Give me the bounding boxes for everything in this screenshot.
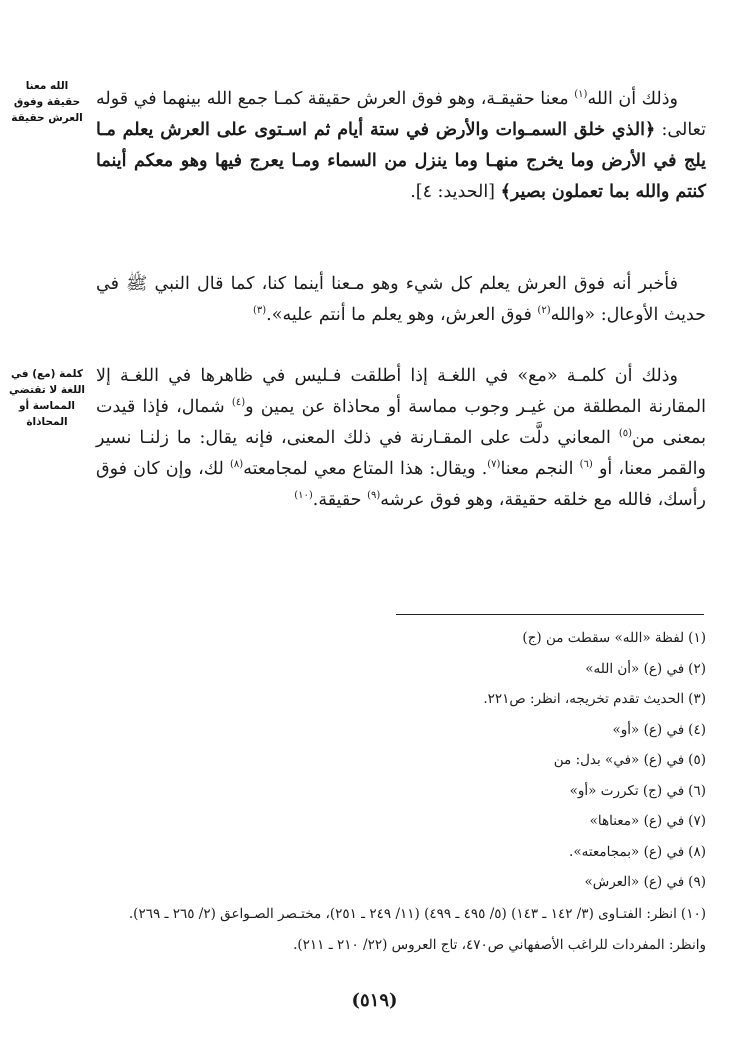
footnote-ref-9[interactable]: (٩) (367, 490, 381, 502)
paragraph-3 (96, 361, 706, 516)
footnote-number: (٧) (688, 813, 706, 829)
footnote-text: في (ج) تكررت «أو» (569, 782, 685, 799)
footnote-item (110, 837, 706, 868)
footnote-continuation (110, 926, 706, 961)
footnote-ref-3[interactable]: (٣) (252, 305, 267, 317)
footnote-text: في (ع) «بمجامعته». (569, 843, 685, 860)
p2-text-2: فوق العرش، وهو يعلم ما أنتم عليه». (266, 305, 532, 325)
p3-text-4: النجم معنا (500, 459, 574, 479)
footnote-item (110, 623, 706, 654)
margin-note-word-maa: كلمة (مع) في اللغة لا تقتضي المماسة أو المحاذاة (8, 368, 85, 428)
footnote-item (110, 684, 706, 715)
footnote-ref-4[interactable]: (٤) (231, 397, 246, 409)
footnote-ref-6[interactable]: (٦) (579, 459, 593, 471)
footnote-text: في (ع) «معناها» (589, 813, 685, 829)
footnote-item (110, 898, 706, 926)
footnote-text: في (ع) «العرش» (584, 874, 685, 890)
quran-verse: ﴿الذي خلق السمـوات والأرض في ستة أيام ثم اسـتوى على العرش يعلم مـا يلج في الأرض وما يخرج منهـا وما ينزل من السماء ومـا يعرج فيها وهو معكم أينما كنتم والله بما تعملون بصير﴾ (96, 120, 706, 202)
footnote-ref-5[interactable]: (٥) (618, 428, 633, 440)
p3-text-1: وذلك أن كلمـة «مع» في اللغـة إذا أطلقت فـليس في ظاهرها في اللغـة إلا المقارنة المطلقة من غيـر وجوب مماسة أو محاذاة عن يمين و (96, 366, 706, 417)
footnote-number: (١) (688, 630, 706, 646)
quran-reference: [الحديد: ٤]. (410, 182, 496, 202)
p2-text-1: فأخبر أنه فوق العرش يعلم كل شيء وهو مـعنا أينما كنا، كما قال النبي ﷺ في حديث الأوعال: «والله (96, 274, 706, 325)
footnote-text: في (ع) «في» بدل: من (553, 752, 685, 768)
footnote-ref-1[interactable]: (١) (574, 89, 588, 101)
footnote-divider (396, 614, 704, 615)
footnote-number: (٤) (688, 721, 706, 738)
paragraph-2 (96, 269, 706, 331)
margin-note-god-with-us: الله معنا حقيقة وفوق العرش حقيقة (11, 80, 83, 124)
footnote-text: انظر: الفتـاوى (٣/ ١٤٢ ـ ١٤٣) (٥/ ٤٩٥ ـ ٤٩٩) (١١/ ٢٤٩ ـ ٢٥١)، مختـصر الصـواعق (٢/ ٢٦٥ ـ ٢٦٩). (128, 905, 677, 922)
footnote-text: في (ع) «أن الله» (585, 660, 685, 677)
paragraph-1 (96, 84, 706, 208)
footnote-number: (١٠) (680, 905, 706, 922)
footnote-ref-10[interactable]: (١٠) (294, 490, 313, 502)
p1-text-2: معنا حقيقـة، وهو فوق العرش حقيقة كمـا جمع الله بينهما في قوله تعالى: (96, 89, 706, 140)
footnote-item (110, 806, 706, 837)
p3-text-7: حقيقة. (312, 490, 362, 510)
footnote-ref-7[interactable]: (٧) (487, 459, 501, 471)
footnote-item (110, 745, 706, 776)
footnote-number: (٣) (688, 691, 706, 707)
footnote-item (110, 776, 706, 807)
footnotes (110, 623, 706, 960)
page-number: (٥١٩) (351, 990, 398, 1011)
footnote-item (110, 654, 706, 685)
p3-text-5: . ويقال: هذا المتاع معي لمجامعته (243, 459, 488, 479)
p1-text-1: وذلك أن الله (587, 89, 678, 109)
footnote-item (110, 715, 706, 746)
footnote-number: (٦) (688, 782, 706, 799)
footnote-item (110, 867, 706, 898)
footnote-ref-2[interactable]: (٢) (537, 305, 551, 317)
footnote-text: الحديث تقدم تخريجه، انظر: ص٢٢١. (483, 691, 685, 707)
p3-text-6: لك، وإن كان فوق رأسك، فالله مع خلقه حقيقة، وهو فوق عرشه (96, 459, 706, 510)
footnote-text: في (ع) «أو» (612, 721, 685, 738)
footnote-text: وانظر: المفردات للراغب الأصفهاني ص٤٧٠، تاج العروس (٢٢/ ٢١٠ ـ ٢١١). (293, 936, 706, 953)
p3-text-3: المعاني دلَّت على المقـارنة في ذلك المعنى، فإنه يقال: ما زلنـا نسير والقمر معنا، أو (96, 428, 706, 479)
footnote-ref-8[interactable]: (٨) (230, 459, 244, 471)
footnote-number: (٨) (688, 843, 706, 860)
footnote-number: (٢) (688, 660, 706, 677)
footnote-text: لفظة «الله» سقطت من (ج) (522, 630, 685, 646)
footnote-number: (٩) (688, 874, 706, 890)
p3-text-2: شمال، فإذا قيدت بمعنى من (96, 397, 706, 448)
footnote-number: (٥) (688, 752, 706, 768)
